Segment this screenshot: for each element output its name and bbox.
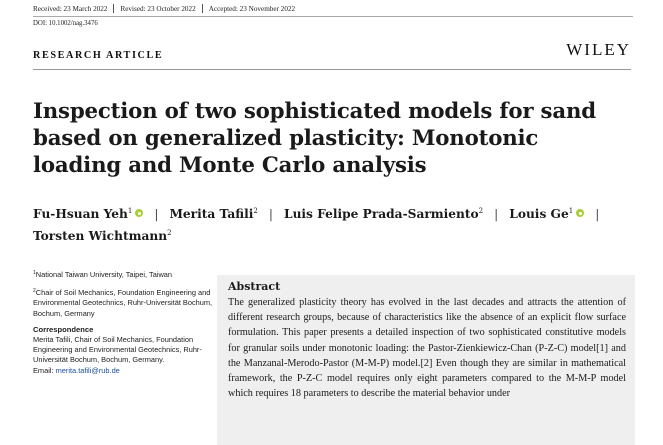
separator: | (268, 207, 273, 221)
affiliation: $^1$National Taiwan University, Taipei, Taiwan (33, 270, 173, 279)
correspondence-text: Merita Tafili, Chair of Soil Mechanics, Foundation Engineering and Environmental Geotechnics, Ruhr-Universität Bochum, Bochum, Germany. Email: merita.tafili@rub.de (33, 335, 202, 375)
abstract-title: Abstract (228, 280, 281, 293)
affiliation: $^2$Chair of Soil Mechanics, Foundation Engineering and Environmental Geotechnics, Ruhr-Universität Bochum, Bochum, Germany (33, 288, 213, 318)
doi[interactable]: DOI: 10.1002/nag.3476 (33, 20, 98, 27)
abstract-text: The generalized plasticity theory has evolved in the last decades and attracts the attention of different research groups, because of characteristics like the absence of an explicit flow surface formulation. This paper presents a detailed inspection of two sophisticated constitutive models for granular soils under monotonic loading: the Pastor-Zienkiewicz-Chan (P-Z-C) model[1] and the Manzanal-Merodo-Pastor (M-M-P) model.[2] Even though they are similar in mathematical framework, the P-Z-C model requires only eight parameters compared to the M-M-P model which requires 18 parameters to describe the material behavior under (228, 297, 626, 400)
author[interactable]: Fu-Hsuan Yeh$^1$ (33, 207, 143, 221)
separator (113, 4, 114, 13)
separator: | (154, 207, 159, 221)
author-list (33, 202, 633, 246)
accepted-date: Accepted: 23 November 2022 (208, 4, 296, 13)
top-rule (33, 16, 633, 17)
email-link[interactable]: merita.tafili@rub.de (55, 365, 120, 375)
author[interactable]: Torsten Wichtmann$^2$ (33, 229, 172, 243)
author[interactable]: Luis Felipe Prada-Sarmiento$^2$ (284, 207, 484, 221)
received-date: Received: 23 March 2022 (33, 4, 108, 13)
publisher-logo: WILEY (566, 40, 631, 59)
correspondence-title: Correspondence (33, 324, 94, 334)
header-rule (33, 69, 631, 70)
separator: | (595, 207, 600, 221)
paper-title: Inspection of two sophisticated models for sand based on generalized plasticity: Monotonic loading and Monte Carlo analysis (33, 99, 596, 178)
author[interactable]: Louis Ge$^1$ (509, 207, 584, 221)
date-line (33, 4, 295, 13)
author[interactable]: Merita Tafili$^2$ (169, 207, 258, 221)
separator: | (494, 207, 499, 221)
orcid-icon[interactable] (135, 209, 143, 217)
article-type: RESEARCH ARTICLE (33, 50, 164, 61)
separator (202, 4, 203, 13)
revised-date: Revised: 23 October 2022 (120, 4, 196, 13)
affiliations-column (33, 268, 213, 376)
orcid-icon[interactable] (576, 209, 584, 217)
